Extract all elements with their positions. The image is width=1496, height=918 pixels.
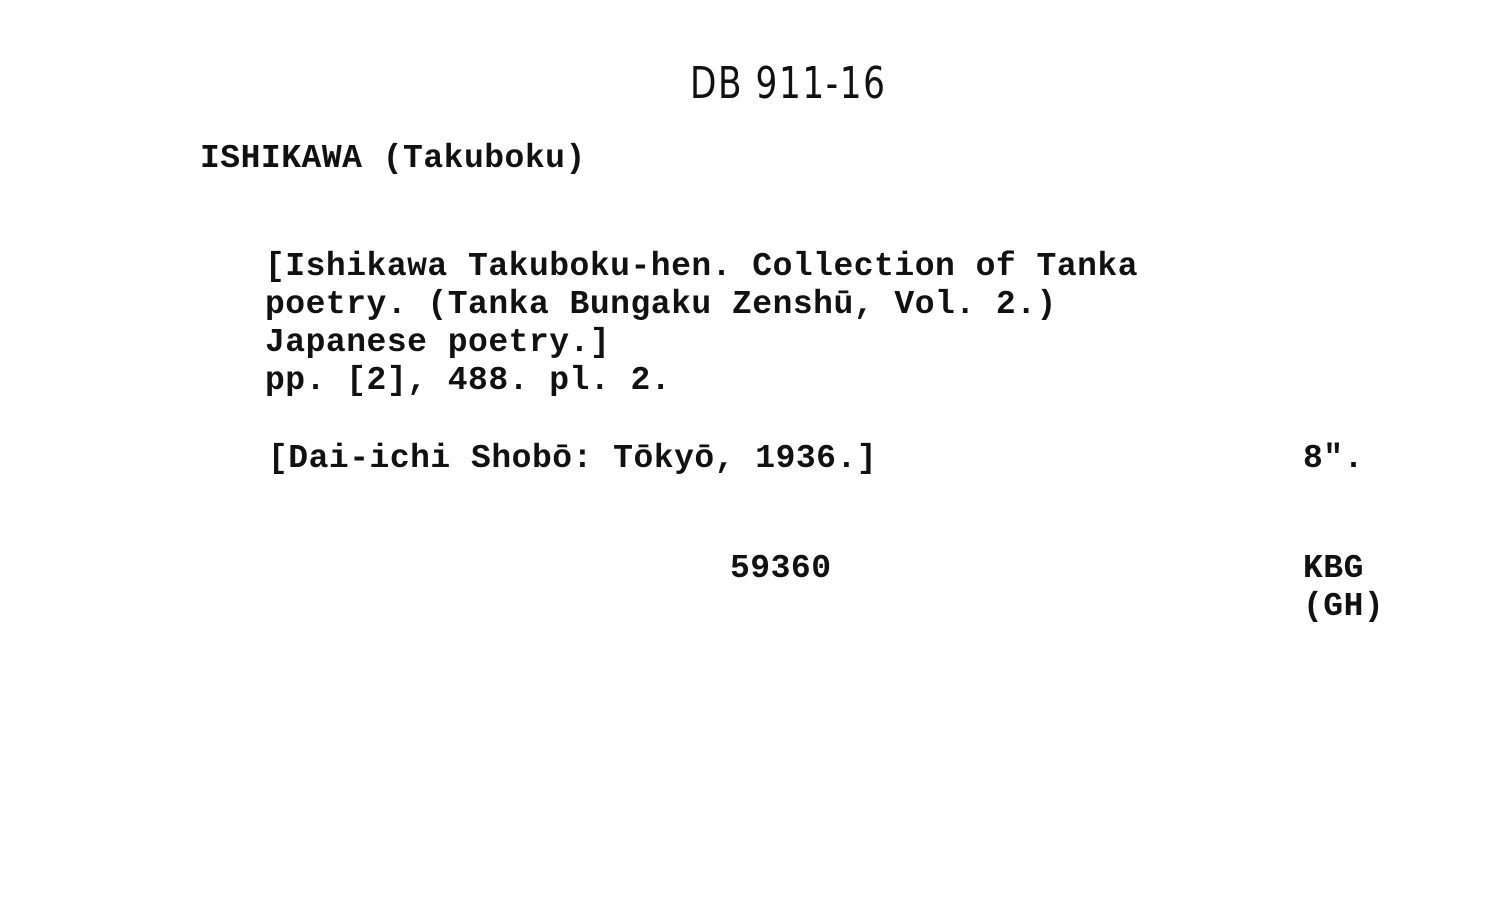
description-line: Japanese poetry.] [265, 324, 611, 361]
accession-number: 59360 [730, 550, 832, 587]
author-heading: ISHIKAWA (Takuboku) [200, 140, 586, 177]
description-line: pp. [2], 488. pl. 2. [265, 362, 672, 399]
initials-line: KBG [1303, 550, 1364, 587]
title-description [265, 248, 1138, 400]
description-line: poetry. (Tanka Bungaku Zenshū, Vol. 2.) [265, 286, 1057, 323]
description-line: [Ishikawa Takuboku-hen. Collection of Tanka [265, 248, 1139, 285]
imprint: [Dai-ichi Shobō: Tōkyō, 1936.] [268, 440, 878, 477]
call-number: DB 911-16 [690, 58, 887, 109]
initials-line: (GH) [1303, 588, 1385, 625]
size-note: 8". [1303, 440, 1364, 477]
cataloger-initials [1303, 550, 1384, 626]
